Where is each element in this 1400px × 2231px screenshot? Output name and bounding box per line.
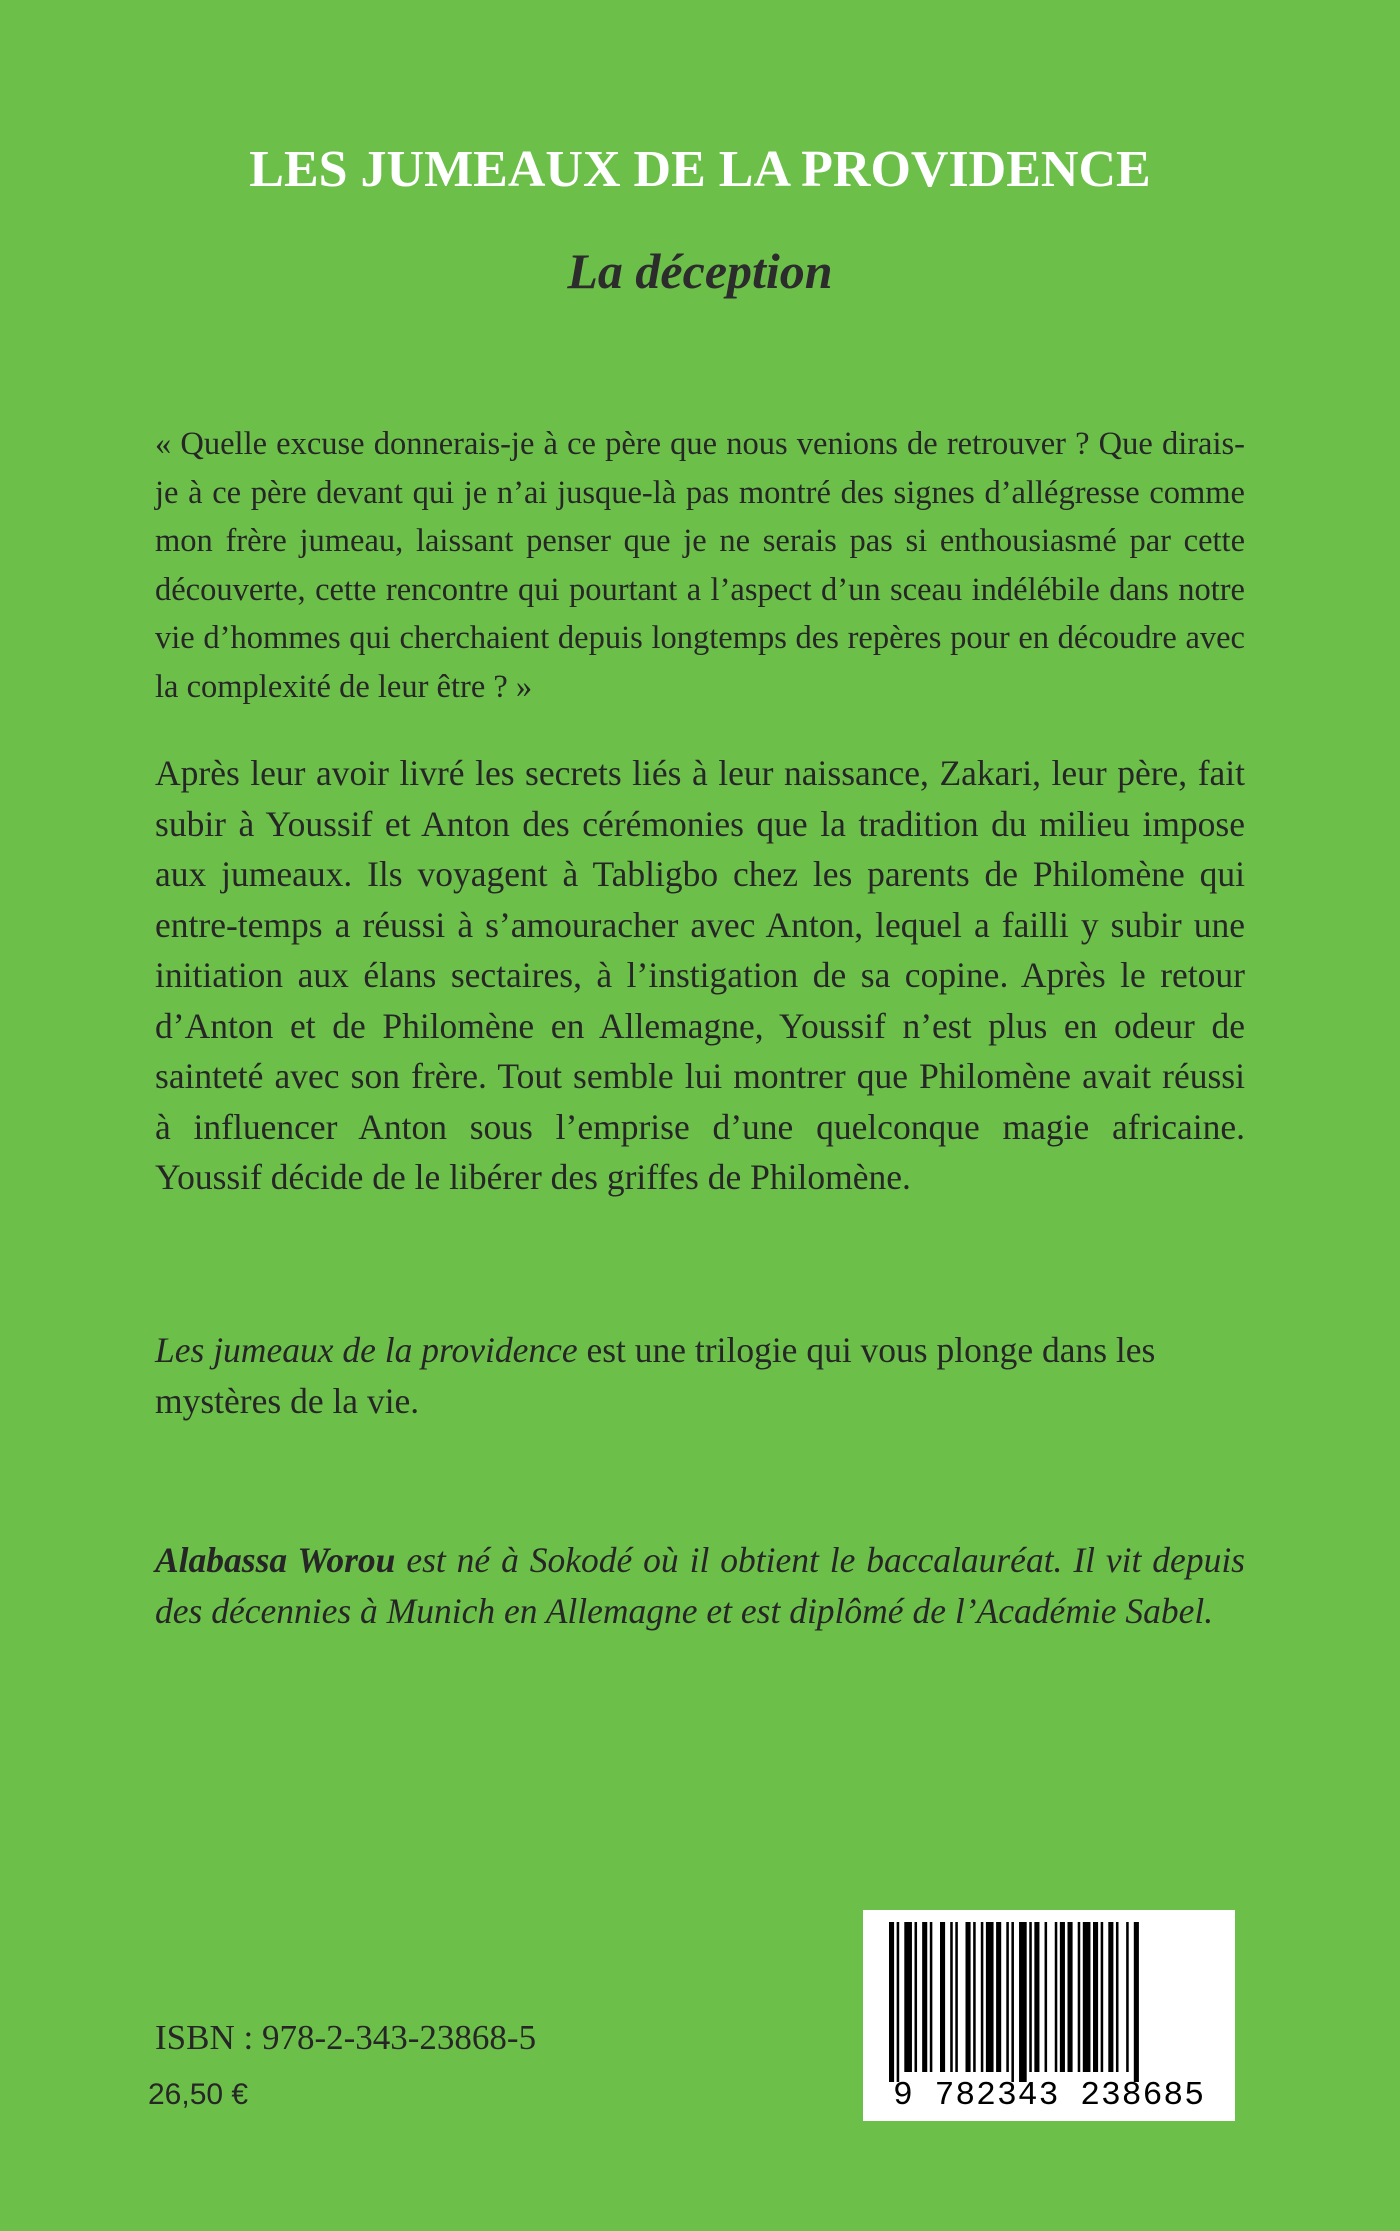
isbn: ISBN : 978-2-343-23868-5 bbox=[155, 2018, 537, 2057]
barcode-bars-icon bbox=[863, 1910, 1235, 2082]
trilogy-text: est une trilogie qui vous plonge dans les mystères de la vie. bbox=[155, 1330, 1156, 1421]
author-bio bbox=[155, 1535, 1245, 1636]
author-name: Alabassa Worou bbox=[155, 1540, 396, 1580]
price: 26,50 € bbox=[148, 2078, 249, 2111]
author-bio-text: est né à Sokodé où il obtient le baccalauréat. Il vit depuis des décennies à Munich en Allemagne et est diplômé de l’Académie Sabel. bbox=[155, 1540, 1245, 1631]
trilogy-title: Les jumeaux de la providence bbox=[155, 1330, 578, 1370]
excerpt-quote: « Quelle excuse donnerais-je à ce père que nous venions de retrouver ? Que dirais-je à ce père devant qui je n’ai jusque-là pas montré des signes d’allégresse comme mon frère jumeau, laissant penser que je ne serais pas si enthousiasmé par cette découverte, cette rencontre qui pourtant a l’aspect d’un sceau indélébile dans notre vie d’hommes qui cherchaient depuis longtemps des repères pour en découdre avec la complexité de leur être ? » bbox=[155, 426, 1245, 705]
trilogy-note bbox=[155, 1325, 1245, 1426]
book-subtitle: La déception bbox=[567, 243, 833, 299]
book-title: LES JUMEAUX DE LA PROVIDENCE bbox=[249, 141, 1151, 198]
barcode-digits: 9 782343 238685 bbox=[892, 2077, 1206, 2114]
barcode bbox=[863, 1910, 1235, 2121]
book-summary: Après leur avoir livré les secrets liés à leur naissance, Zakari, leur père, fait subir à Youssif et Anton des cérémonies que la tradition du milieu impose aux jumeaux. Ils voyagent à Tabligbo chez les parents de Philomène qui entre-temps a réussi à s’amouracher avec Anton, lequel a failli y subir une initiation aux élans sectaires, à l’instigation de sa copine. Après le retour d’Anton et de Philomène en Allemagne, Youssif n’est plus en odeur de sainteté avec son frère. Tout semble lui montrer que Philomène avait réussi à influencer Anton sous l’emprise d’une quelconque magie africaine. Youssif décide de le libérer des griffes de Philomène. bbox=[155, 753, 1245, 1197]
